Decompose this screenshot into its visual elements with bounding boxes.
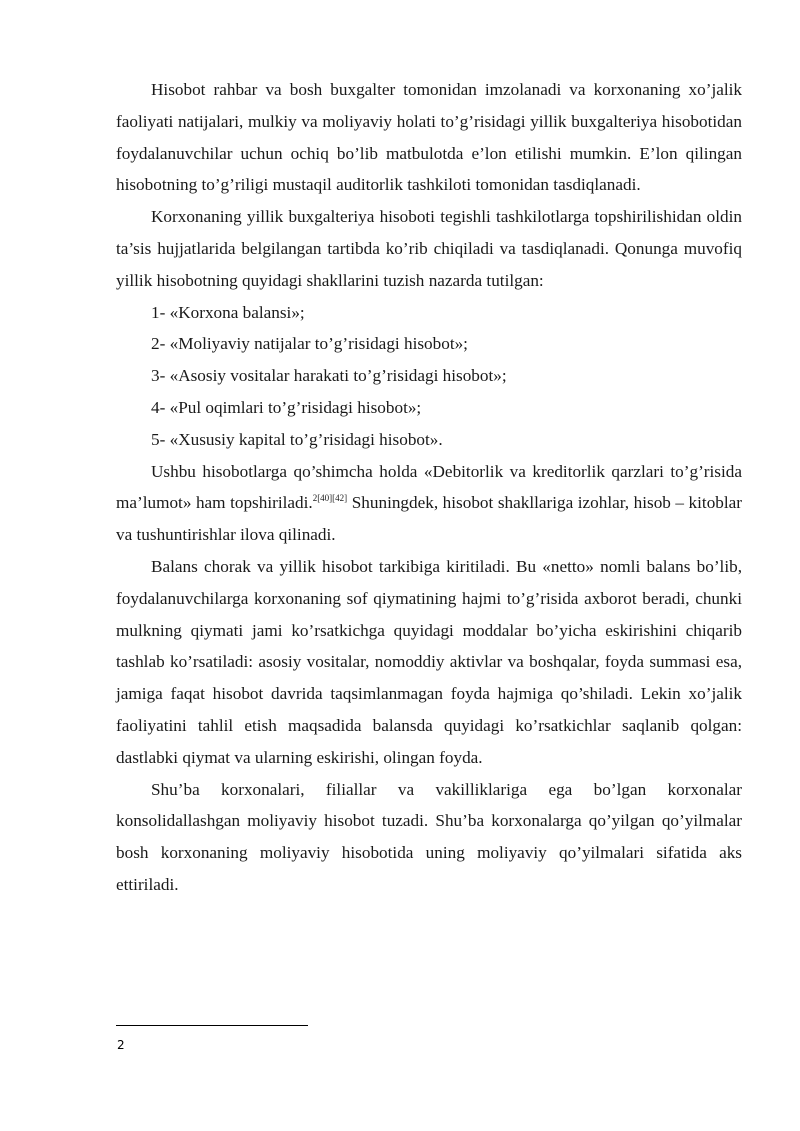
paragraph-text: Ushbu hisobotlarga qo’shimcha holda «Debitorlik va kreditorlik qarzlari to’g’risida ma’lumot» ham topshiriladi.	[116, 461, 742, 513]
paragraph-consolidated-report: Shu’ba korxonalari, filiallar va vakilliklariga ega bo’lgan korxonalar konsolidallashgan moliyaviy hisobot tuzadi. Shu’ba korxonalarga qo’yilgan qo’yilmalar bosh korxonaning moliyaviy hisobotida uning moliyaviy qo’yilmalari sifatida aks ettiriladi.	[116, 779, 742, 894]
paragraph-balance-netto: Balans chorak va yillik hisobot tarkibiga kiritiladi. Bu «netto» nomli balans bo’lib, foydalanuvchilarga korxonaning sof qiymatining hajmi to’g’risida axborot beradi, chunki mulkning qiymati jami ko’rsatkichga quyidagi moddalar bo’yicha eskirishini chiqarib tashlab ko’rsatiladi: asosiy vositalar, nomoddiy aktivlar va boshqalar, foyda summasi esa, jamiga faqat hisobot davrida taqsimlanmagan foyda hajmiga qo’shiladi. Lekin xo’jalik faoliyatini tahlil etish maqsadida balansda quyidagi ko’rsatkichlar saqlanib qolgan: dastlabki qiymat va ularning eskirishi, olingan foyda.	[116, 556, 742, 767]
document-body	[116, 74, 742, 901]
paragraph-report-signing: Hisobot rahbar va bosh buxgalter tomonidan imzolanadi va korxonaning xo’jalik faoliyati natijalari, mulkiy va moliyaviy holati to’g’risidagi yillik buxgalteriya hisobotidan foydalanuvchilar uchun ochiq bo’lib matbulotda e’lon etilishi mumkin. E’lon qilingan hisobotning to’g’riligi mustaqil auditorlik tashkiloti tomonidan tasdiqlanadi.	[116, 80, 742, 195]
list-item: 2- «Moliyaviy natijalar to’g’risidagi hisobot»;	[151, 334, 468, 354]
footnote-separator	[116, 1025, 308, 1026]
footnote-reference[interactable]: 2[40][42]	[312, 493, 348, 504]
paragraph-text: Shuningdek, hisobot shakllariga izohlar, hisob – kitoblar va tushuntirishlar ilova qilinadi.	[116, 493, 743, 545]
list-item: 1- «Korxona balansi»;	[151, 302, 305, 322]
list-item: 4- «Pul oqimlari to’g’risidagi hisobot»;	[151, 397, 422, 417]
footnote-number: 2	[117, 1038, 125, 1052]
list-item: 3- «Asosiy vositalar harakati to’g’risidagi hisobot»;	[151, 366, 507, 386]
paragraph-annual-report-forms: Korxonaning yillik buxgalteriya hisoboti tegishli tashkilotlarga topshirilishidan oldin ta’sis hujjatlarida belgilangan tartibda ko’rib chiqiladi va tasdiqlanadi. Qonunga muvofiq yillik hisobotning quyidagi shakllarini tuzish nazarda tutilgan:	[116, 207, 742, 290]
list-item: 5- «Xususiy kapital to’g’risidagi hisobot».	[151, 429, 443, 449]
report-forms-list	[116, 297, 742, 456]
paragraph-additional-reports	[116, 456, 742, 551]
